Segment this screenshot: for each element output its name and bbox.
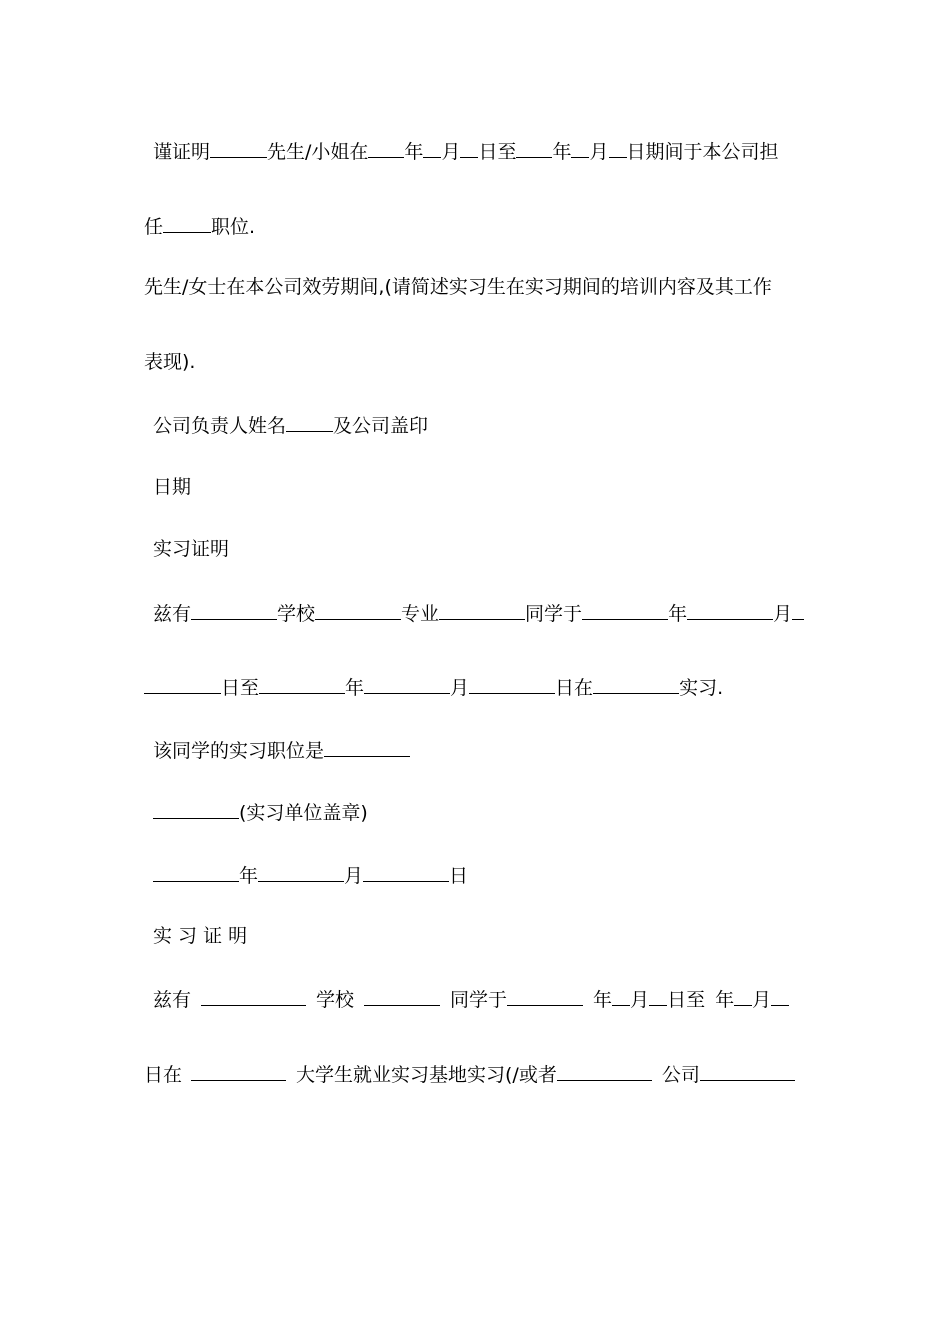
text-month: 月 [589,141,609,163]
blank-month [364,674,450,694]
text-year: 年 [552,141,572,163]
certify-line-4: 表现). [144,351,196,373]
text-year: 年 [345,677,365,699]
blank-year [507,986,583,1006]
text-serve: 任 [144,216,164,238]
text-intern-position: 该同学的实习职位是 [153,740,325,762]
blank-university [191,1061,286,1081]
blank-major [315,600,401,620]
blank-day-start [792,600,804,620]
blank-day [609,138,627,158]
cert2-position-line [153,737,410,761]
cert2-line-2 [144,674,723,698]
cert3-line-2 [144,1061,795,1085]
text-year: 年 [593,989,613,1011]
cert2-seal-line [153,799,368,823]
text-internship: 实习. [679,677,724,699]
blank-position [163,213,211,233]
blank-school [201,986,306,1006]
blank-student [364,986,440,1006]
text-hereby: 兹有 [153,603,192,625]
text-day-to: 日至 [221,677,260,699]
certify-line-1 [153,138,779,162]
blank-year [259,674,345,694]
text-seal: 及公司盖印 [333,415,429,437]
text-base-internship: 大学生就业实习基地实习(/或者 [296,1064,557,1086]
text-month: 月 [752,989,772,1011]
text-position: 职位. [211,216,256,238]
blank-day [363,862,449,882]
blank-year [516,138,552,158]
blank-year [368,138,404,158]
blank-day [771,986,789,1006]
blank-month [423,138,441,158]
blank-month [687,600,773,620]
blank-month [258,862,344,882]
text-school: 学校 [316,989,355,1011]
text-day-to: 日至 [667,989,706,1011]
blank-day [469,674,555,694]
text-day-to: 日至 [478,141,517,163]
text-month: 月 [344,865,364,887]
text-day-at: 日在 [555,677,594,699]
blank-day [460,138,478,158]
text-responsible-name: 公司负责人姓名 [153,415,287,437]
text-certify: 谨证明 [153,141,211,163]
blank-seal [153,799,239,819]
blank-student [439,600,525,620]
blank-month [734,986,752,1006]
blank-year [582,600,668,620]
text-mr-ms: 先生/小姐在 [267,141,369,163]
text-month: 月 [441,141,461,163]
text-hereby: 兹有 [153,989,192,1011]
text-company: 公司 [661,1064,700,1086]
text-major: 专业 [401,603,440,625]
text-year: 年 [239,865,259,887]
blank-month [571,138,589,158]
certify-line-3: 先生/女士在本公司效劳期间,(请简述实习生在实习期间的培训内容及其工作 [144,276,772,298]
blank-day [144,674,221,694]
blank-place [593,674,679,694]
blank-name [210,138,267,158]
text-month: 月 [450,677,470,699]
text-student-at: 同学于 [525,603,583,625]
text-school: 学校 [277,603,316,625]
blank-company-tail [700,1061,795,1081]
text-month: 月 [630,989,650,1011]
date-line: 日期 [153,476,192,498]
blank-day [649,986,667,1006]
text-period: 日期间于本公司担 [626,141,779,163]
text-student-at: 同学于 [450,989,508,1011]
responsible-line [153,412,428,436]
blank-year [153,862,239,882]
text-year: 年 [404,141,424,163]
cert2-line-1 [153,600,804,624]
blank-month [612,986,630,1006]
text-month: 月 [773,603,793,625]
cert2-date-line [153,862,468,886]
heading-certificate-2: 实习证明 [153,538,230,560]
blank-responsible [286,412,333,432]
text-day-at: 日在 [144,1064,183,1086]
blank-intern-position [324,737,410,757]
blank-school [191,600,277,620]
blank-company [557,1061,652,1081]
text-unit-seal: (实习单位盖章) [239,802,368,824]
text-year: 年 [715,989,735,1011]
heading-certificate-3: 实 习 证 明 [153,925,248,947]
text-day: 日 [449,865,469,887]
cert3-line-1 [153,986,789,1010]
text-year: 年 [668,603,688,625]
certify-line-2 [144,213,255,237]
